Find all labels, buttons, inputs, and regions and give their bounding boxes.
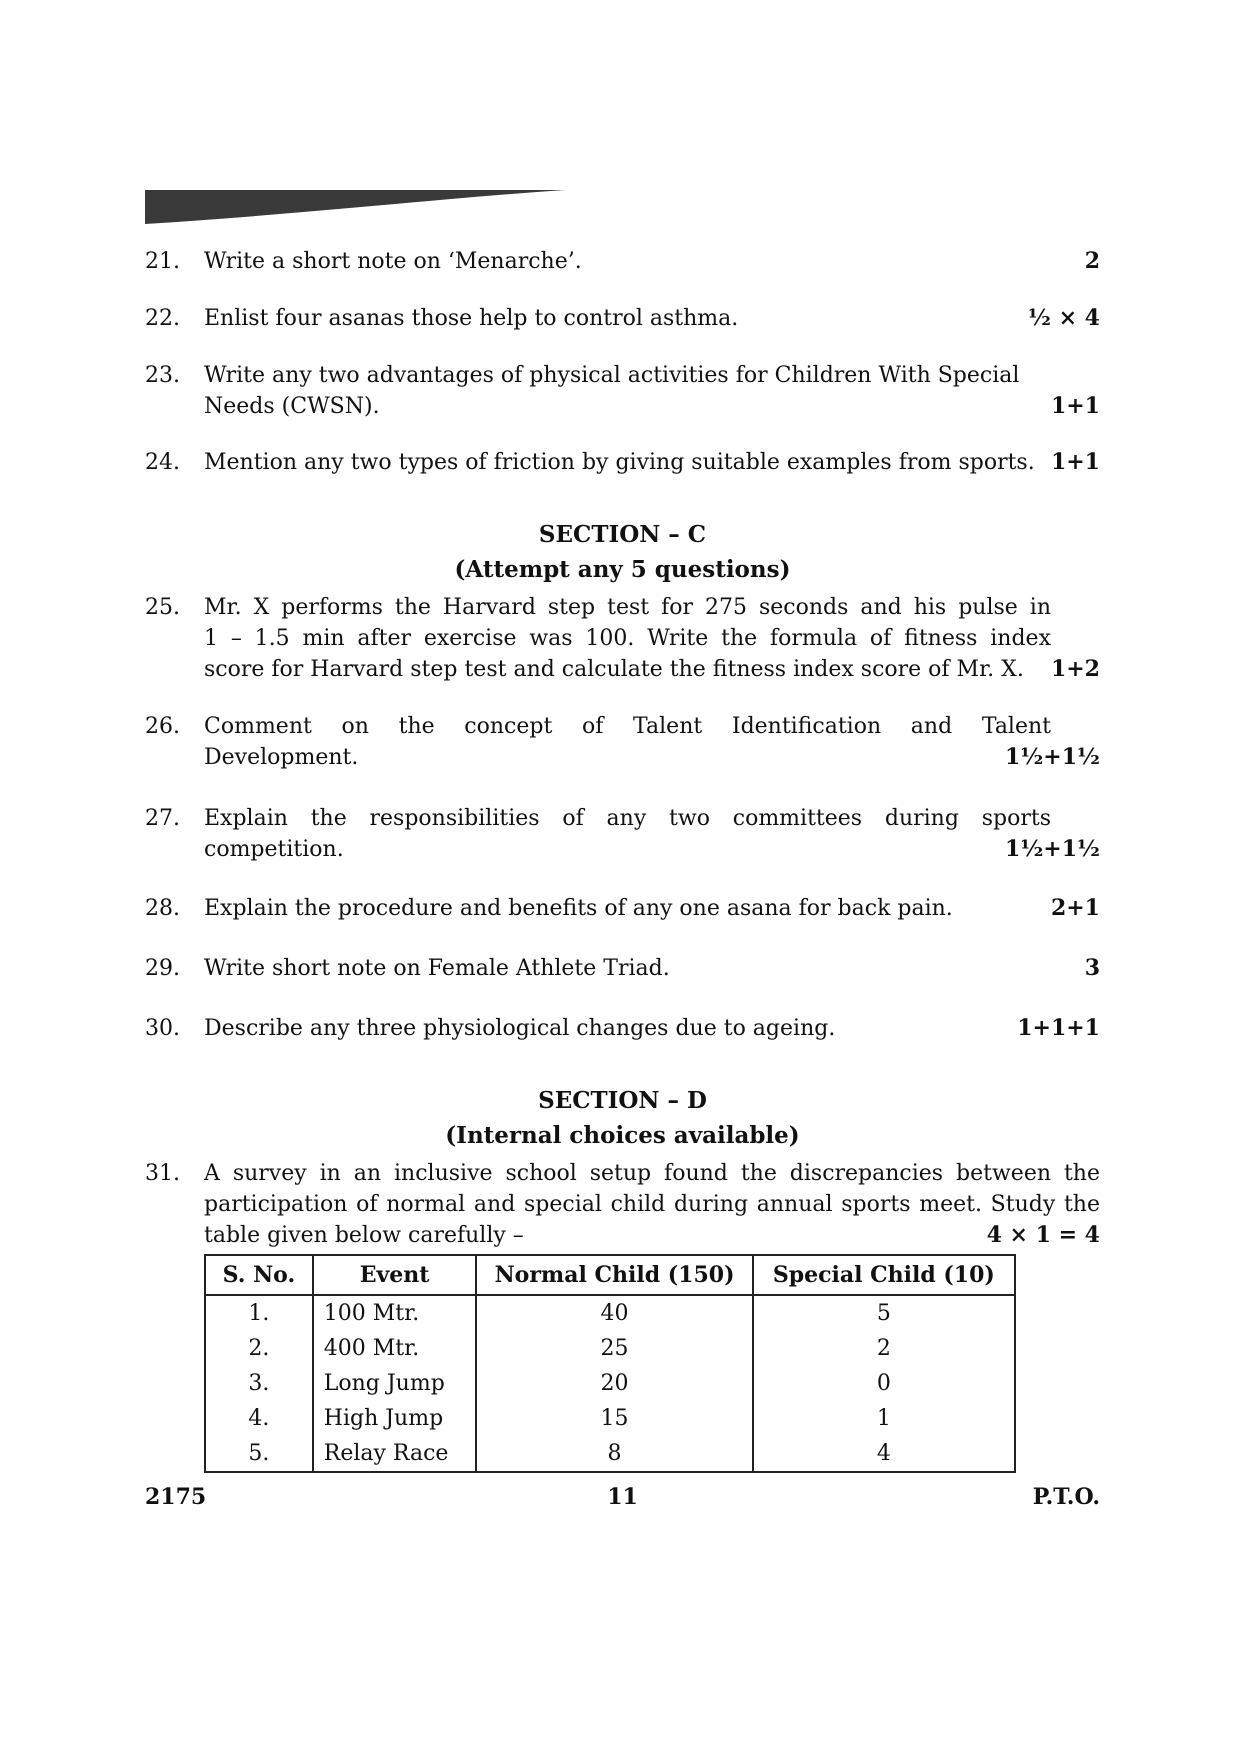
cell-normal-child: 8 — [476, 1436, 752, 1472]
header-event: Event — [313, 1255, 477, 1295]
question-number: 25. — [145, 595, 180, 620]
question-marks: 1+2 — [1050, 656, 1100, 682]
question-text: Write short note on Female Athlete Triad. — [204, 956, 670, 981]
cell-special-child: 1 — [753, 1401, 1015, 1436]
paper-code: 2175 — [145, 1484, 207, 1510]
question-marks: 2 — [1084, 248, 1100, 274]
table-row — [205, 1366, 1015, 1401]
question-24 — [145, 447, 1100, 478]
table-header-row — [205, 1255, 1015, 1295]
question-text: Explain the procedure and benefits of any one asana for back pain. — [204, 896, 953, 921]
question-marks: 1+1 — [1050, 393, 1100, 419]
question-text-line: Write any two advantages of physical activities for Children With Special — [204, 363, 1020, 388]
table-row — [205, 1401, 1015, 1436]
question-text: Mention any two types of friction by giving suitable examples from sports. — [204, 450, 1035, 475]
cell-event: Relay Race — [313, 1436, 477, 1472]
question-number: 26. — [145, 714, 180, 739]
question-text-line: Comment on the concept of Talent Identification and Talent — [204, 714, 1051, 739]
cell-sno: 5. — [205, 1436, 313, 1472]
section-d-subtitle: (Internal choices available) — [445, 1122, 800, 1149]
question-text: Describe any three physiological changes due to ageing. — [204, 1016, 836, 1041]
page-number: 11 — [607, 1484, 638, 1510]
cell-event: Long Jump — [313, 1366, 477, 1401]
question-text-line: table given below carefully – — [204, 1223, 524, 1248]
table-row — [205, 1331, 1015, 1366]
cell-sno: 1. — [205, 1295, 313, 1331]
cell-sno: 4. — [205, 1401, 313, 1436]
cell-special-child: 5 — [753, 1295, 1015, 1331]
question-number: 31. — [145, 1161, 180, 1186]
header-special-child: Special Child (10) — [753, 1255, 1015, 1295]
cell-event: 100 Mtr. — [313, 1295, 477, 1331]
please-turn-over: P.T.O. — [1032, 1484, 1100, 1510]
cell-normal-child: 15 — [476, 1401, 752, 1436]
cell-special-child: 2 — [753, 1331, 1015, 1366]
question-marks: 4 × 1 = 4 — [986, 1222, 1100, 1248]
table-row — [205, 1295, 1015, 1331]
header-sno: S. No. — [205, 1255, 313, 1295]
section-c-title: SECTION – C — [538, 521, 707, 548]
question-marks: 3 — [1084, 955, 1100, 981]
question-number: 22. — [145, 306, 180, 331]
question-marks: 1½+1½ — [1005, 836, 1100, 862]
question-marks: ½ × 4 — [1027, 305, 1100, 331]
question-29 — [145, 953, 1100, 984]
question-text-line: A survey in an inclusive school setup found the discrepancies between the — [204, 1161, 1100, 1186]
cell-special-child: 4 — [753, 1436, 1015, 1472]
question-text-line: participation of normal and special child during annual sports meet. Study the — [204, 1192, 1100, 1217]
question-text-line: Explain the responsibilities of any two committees during sports — [204, 806, 1051, 831]
question-text-line: 1 – 1.5 min after exercise was 100. Write the formula of fitness index — [204, 626, 1051, 651]
question-text-line: Development. — [204, 745, 359, 770]
cell-event: 400 Mtr. — [313, 1331, 477, 1366]
cell-normal-child: 40 — [476, 1295, 752, 1331]
question-marks: 1½+1½ — [1005, 744, 1100, 770]
question-31 — [145, 1158, 1100, 1251]
question-number: 29. — [145, 956, 180, 981]
question-27 — [145, 803, 1100, 865]
cell-normal-child: 25 — [476, 1331, 752, 1366]
question-number: 27. — [145, 806, 180, 831]
question-22 — [145, 303, 1100, 334]
section-c-subtitle: (Attempt any 5 questions) — [454, 556, 791, 583]
question-number: 21. — [145, 249, 180, 274]
question-text-line: Needs (CWSN). — [204, 394, 380, 419]
cell-special-child: 0 — [753, 1366, 1015, 1401]
header-normal-child: Normal Child (150) — [476, 1255, 752, 1295]
question-30 — [145, 1013, 1100, 1044]
cell-sno: 2. — [205, 1331, 313, 1366]
question-23 — [145, 360, 1100, 422]
question-text: Write a short note on ‘Menarche’. — [204, 249, 582, 274]
question-21 — [145, 246, 1100, 277]
cell-normal-child: 20 — [476, 1366, 752, 1401]
question-marks: 2+1 — [1050, 895, 1100, 921]
section-d-title: SECTION – D — [538, 1087, 707, 1114]
question-number: 23. — [145, 363, 180, 388]
question-text-line: score for Harvard step test and calculate the fitness index score of Mr. X. — [204, 657, 1024, 682]
question-number: 24. — [145, 450, 180, 475]
cell-event: High Jump — [313, 1401, 477, 1436]
survey-table — [204, 1254, 1016, 1473]
question-marks: 1+1+1 — [1017, 1015, 1100, 1041]
question-25 — [145, 592, 1100, 685]
question-26 — [145, 711, 1100, 773]
question-text-line: competition. — [204, 837, 344, 862]
question-number: 28. — [145, 896, 180, 921]
question-text: Enlist four asanas those help to control asthma. — [204, 306, 739, 331]
question-marks: 1+1 — [1050, 449, 1100, 475]
table-row — [205, 1436, 1015, 1472]
question-number: 30. — [145, 1016, 180, 1041]
header-decoration-bar — [145, 188, 565, 226]
question-text-line: Mr. X performs the Harvard step test for 275 seconds and his pulse in — [204, 595, 1051, 620]
question-28 — [145, 893, 1100, 924]
cell-sno: 3. — [205, 1366, 313, 1401]
